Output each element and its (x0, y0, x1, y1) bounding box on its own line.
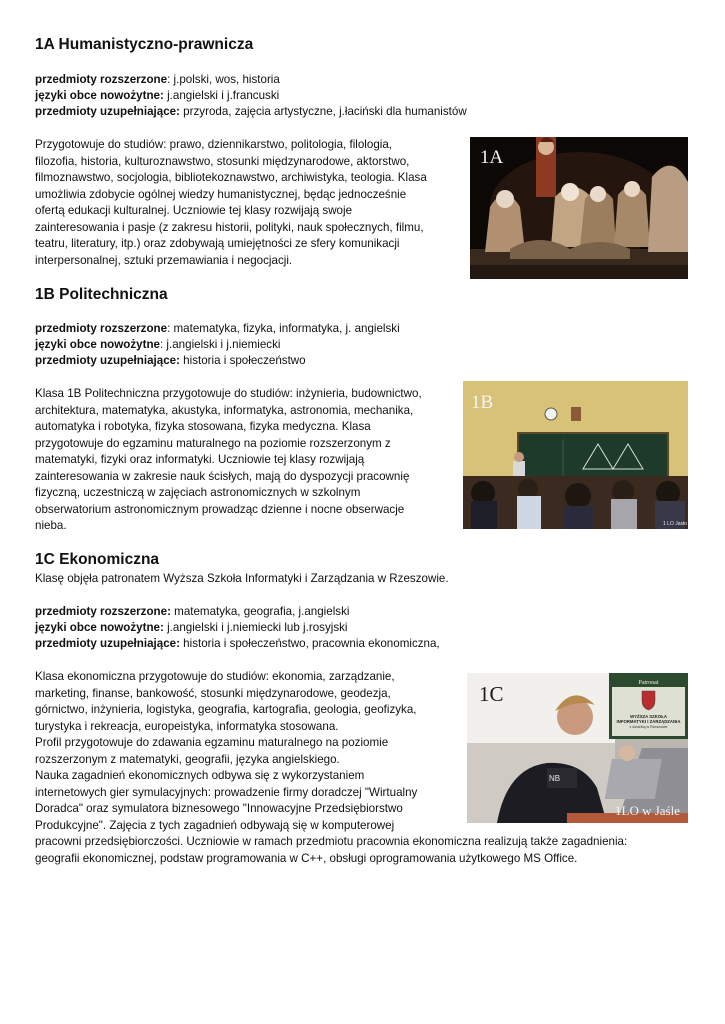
section-1b-title: 1B Politechniczna (35, 286, 168, 303)
section-1c-patron-line: Klasę objęła patronatem Wyższa Szkoła Informatyki i Zarządzania w Rzeszowie. (35, 572, 449, 585)
section-1a-description: Przygotowuje do studiów: prawo, dziennikarstwo, politologia, filologia, filozofia, historia, kulturoznawstwo, stosunki międzynarodowe, aktorstwo, filmoznawstwo, socjologia, bibliotekoznawstwo, archiwistyka, teologia. Klasa umożliwia zdobycie ogólnej wiedzy humanistycznej, będąc jednocześnie ofertą edukacji kulturalnej. Uczniowie tej klasy rozwijają swoje zainteresowania i pasje (z zakresu historii, polityki, nauk społecznych, filmu, teatru, literatury, itp.) oraz zdobywają umiejętności ze sfery komunikacji interpersonalnej, sztuki przemawiania i negocjacji. (35, 138, 427, 267)
section-1b-supplementary: przedmioty uzupełniające: historia i społeczeństwo (35, 354, 306, 367)
class-1c-photo-label: 1C (479, 682, 504, 706)
class-1a-theatre-photo (470, 137, 688, 279)
class-1c-computer-lab-photo (467, 673, 688, 823)
class-1b-photo-label: 1B (471, 392, 494, 413)
section-1b-description: Klasa 1B Politechniczna przygotowuje do studiów: inżynieria, budownictwo, architektura, matematyka, akustyka, informatyka, astronomia, mechanika, automatyka i robotyka, fizyka stosowana, fizyka medyczna. Klasa przygotowuje do egzaminu maturalnego na poziomie rozszerzonym z matematyki, fizyki oraz informatyki. Uczniowie tej klasy rozwijają zainteresowania w zakresie nauk ścisłych, mają do dyspozycji pracownię fizyczną, uczestniczą w zajęciach astronomicznych w szkolnym obserwatorium astronomicznym prowadząc dzienne i nocne obserwacje nieba. (35, 387, 422, 532)
section-1a-extended-subjects: przedmioty rozszerzone: j.polski, wos, historia (35, 73, 280, 86)
patronat-title: Patronat (638, 680, 659, 686)
section-1b-extended-subjects: przedmioty rozszerzone: matematyka, fizyka, informatyka, j. angielski (35, 322, 400, 335)
patronat-school-line-3: z siedzibą w Rzeszowie (629, 725, 668, 729)
class-1c-photo-caption: 1LO w Jaśle (615, 803, 680, 818)
section-1a-languages: języki obce nowożytne: j.angielski i j.francuski (35, 89, 280, 102)
section-1c-description: Klasa ekonomiczna przygotowuje do studiów: ekonomia, zarządzanie, marketing, finanse, bankowość, stosunki międzynarodowe, geodezja, górnictwo, inżynieria, logistyka, geografia, kartografia, geologia, geofizyka, turystyka i rekreacja, europeistyka, informatyka stosowana. Profil przygotowuje do zdawania egzaminu maturalnego na poziomie rozszerzonym z matematyki, geografii, języka angielskiego. Nauka zagadnień ekonomicznych odbywa się z wykorzystaniem internetowych gier symulacyjnych: prowadzenie firmy doradczej "Wirtualny Doradca" oraz symulatora biznesowego "Innowacyjne Przedsiębiorstwo Produkcyjne". Zajęcia z tych zagadnień odbywają się w komputerowej pracowni przedsiębiorczości. Uczniowie w ramach przedmiotu pracownia ekonomiczna realizują także zagadnienia: geografii ekonomicznej, podstaw programowania w C++, obsługi oprogramowania użytkowego MS Office. (35, 670, 628, 865)
section-1c-title: 1C Ekonomiczna (35, 551, 160, 568)
class-1b-classroom-photo (463, 381, 688, 529)
patronat-school-line-1: WYŻSZA SZKOŁA (630, 714, 667, 719)
svg-text:NB: NB (549, 774, 561, 783)
section-1b-languages: języki obce nowożytne: j.angielski i j.niemiecki (35, 338, 281, 351)
section-1a-supplementary: przedmioty uzupełniające: przyroda, zajęcia artystyczne, j.łaciński dla humanistów (35, 105, 467, 118)
patronat-school-line-2: INFORMATYKI I ZARZĄDZANIA (616, 719, 681, 724)
section-1c-extended-subjects: przedmioty rozszerzone: matematyka, geografia, j.angielski (35, 605, 350, 618)
section-1c-languages: języki obce nowożytne: j.angielski i j.niemiecki lub j.rosyjski (35, 621, 348, 634)
section-1c-supplementary: przedmioty uzupełniające: historia i społeczeństwo, pracownia ekonomiczna, (35, 637, 440, 650)
section-1a-title: 1A Humanistyczno-prawnicza (35, 36, 254, 53)
wsiz-crest-icon (642, 691, 655, 710)
class-1b-photo-credit: 1 LO Jasło (663, 521, 687, 527)
class-1a-photo-label: 1A (480, 147, 504, 168)
